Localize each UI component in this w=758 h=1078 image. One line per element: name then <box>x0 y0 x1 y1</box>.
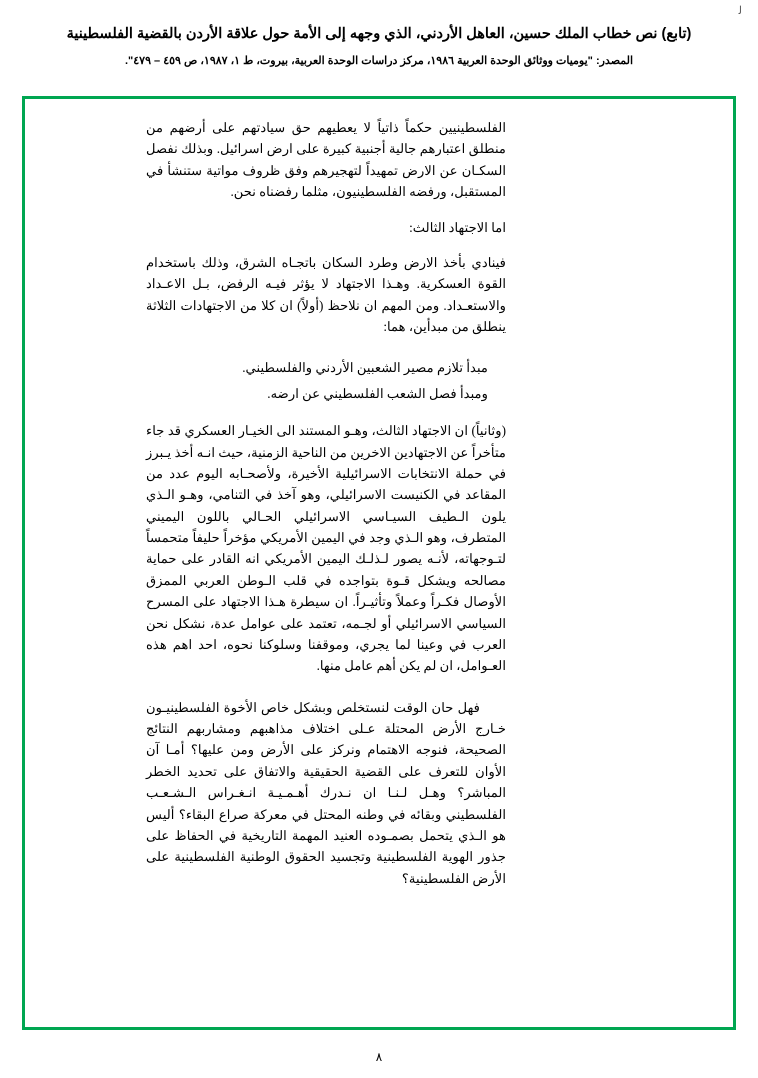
paragraph-2: اما الاجتهاد الثالث: <box>409 219 506 235</box>
principle-2: ومبدأ فصل الشعب الفلسطيني عن ارضه. <box>267 385 488 401</box>
spacer <box>146 408 506 420</box>
source-citation: المصدر: "يوميات ووثائق الوحدة العربية ١٩٨٦، مركز دراسات الوحدة العربية، بيروت، ط ١، ١٩٨٧، ص ٤٥٩ – ٤٧٩". <box>124 55 634 68</box>
paragraph-5: فهل حان الوقت لنستخلص وبشكل خاص الأخوة الفلسطينيـون خـارج الأرض المحتلة عـلى اختلاف مذاهبهم ومشاربهم النتائج الصحيحة، فنوجه الاهتمام ونركز على الأرض ومن عليها؟ أمـا آن الأوان للتعرف على القضية الحقيقية والاتفاق على تحديد الخطر المباشر؟ وهـل لـنـا ان نـدرك أهـمـيـة انـغـراس الـشـعـب الفلسطيني وبقائه في وطنه المحتل في معركة صراع البقاء؟ أليس هو الـذي يتحمل بصمـوده العنيد المهمة التاريخية في الحفاظ على جذور الهوية الفلسطينية وتجسيد الحقوق الوطنية الفلسطينية على الأرض الفلسطينية؟ <box>146 699 506 886</box>
content-frame <box>22 96 736 1030</box>
text-column <box>146 117 506 889</box>
paragraph-4: (وثانياً) ان الاجتهاد الثالث، وهـو المستند الى الخيـار العسكري قد جاء متأخراً عن الاجتهادين الاخرين من الناحية الزمنية، حيث انـه أخذ يـبرز في حملة الانتخابات الاسرائيلية الأخيرة، ولأصحـابه اليوم عدد من المقاعد في الكنيست الاسرائيلي، وهو آخذ في التنامي، وهـو الـذي يلون الـطيف السيـاسي الاسرائيلي الحـالي باللون اليميني المتطرف، وهو الـذي وجد في اليمين الأمريكي مؤخراً حليفاً متحمساً لتـوجهاته، لأنـه يصور لـذلـك اليمين الأمريكي انه القادر على حماية مصالحه ويشكل قـوة بتواجده في قلب الـوطن العربي الممزق الأوصال فكـراً وعملاً وتأثيـراً. ان سيطرة هـذا الاجتهاد على المسرح السياسي الاسرائيلي أو لجـمه، تعتمد على عوامل عدة، نشكل نحن العرب في وعينا لما يجري، وموقفنا وسلوكنا نحوه، احد اهم هذه العـوامل، ان لم يكن أهم عامل منها. <box>146 423 506 674</box>
page-title: (تابع) نص خطاب الملك حسين، العاهل الأردني، الذي وجهه إلى الأمة حول علاقة الأردن بالقضية الفلسطينية <box>66 26 692 42</box>
principle-1: مبدأ تلازم مصير الشعبين الأردني والفلسطيني. <box>242 360 488 376</box>
paragraph-1: الفلسطينيين حكماً ذاتياً لا يعطيهم حق سيادتهم على أرضهم من منطلق اعتبارهم جالية أجنبية كبيرة على ارض اسرائيل. وبذلك نفصل السكـان عن الارض تمهيداً لتهجيرهم وفق ظروف مواتية ستنشأ في المستقبل، ورفضه الفلسطينيون، مثلما رفضناه نحن. <box>146 120 506 200</box>
page-number: ٨ <box>375 1050 383 1064</box>
paragraph-3: فينادي بأخذ الارض وطرد السكان باتجـاه الشرق، وذلك باستخدام القوة العسكرية. وهـذا الاجتهاد لا يؤثر فيـه الرفض، بـل الاعـداد والاستعـداد. ومن المهم ان نلاحظ (أولاً) ان كلا من الاجتهادات الثلاثة ينطلق من مبدأين، هما: <box>146 254 506 334</box>
content-body <box>25 117 733 1027</box>
corner-mark: ﻟ <box>738 5 742 17</box>
document-header <box>0 0 758 70</box>
